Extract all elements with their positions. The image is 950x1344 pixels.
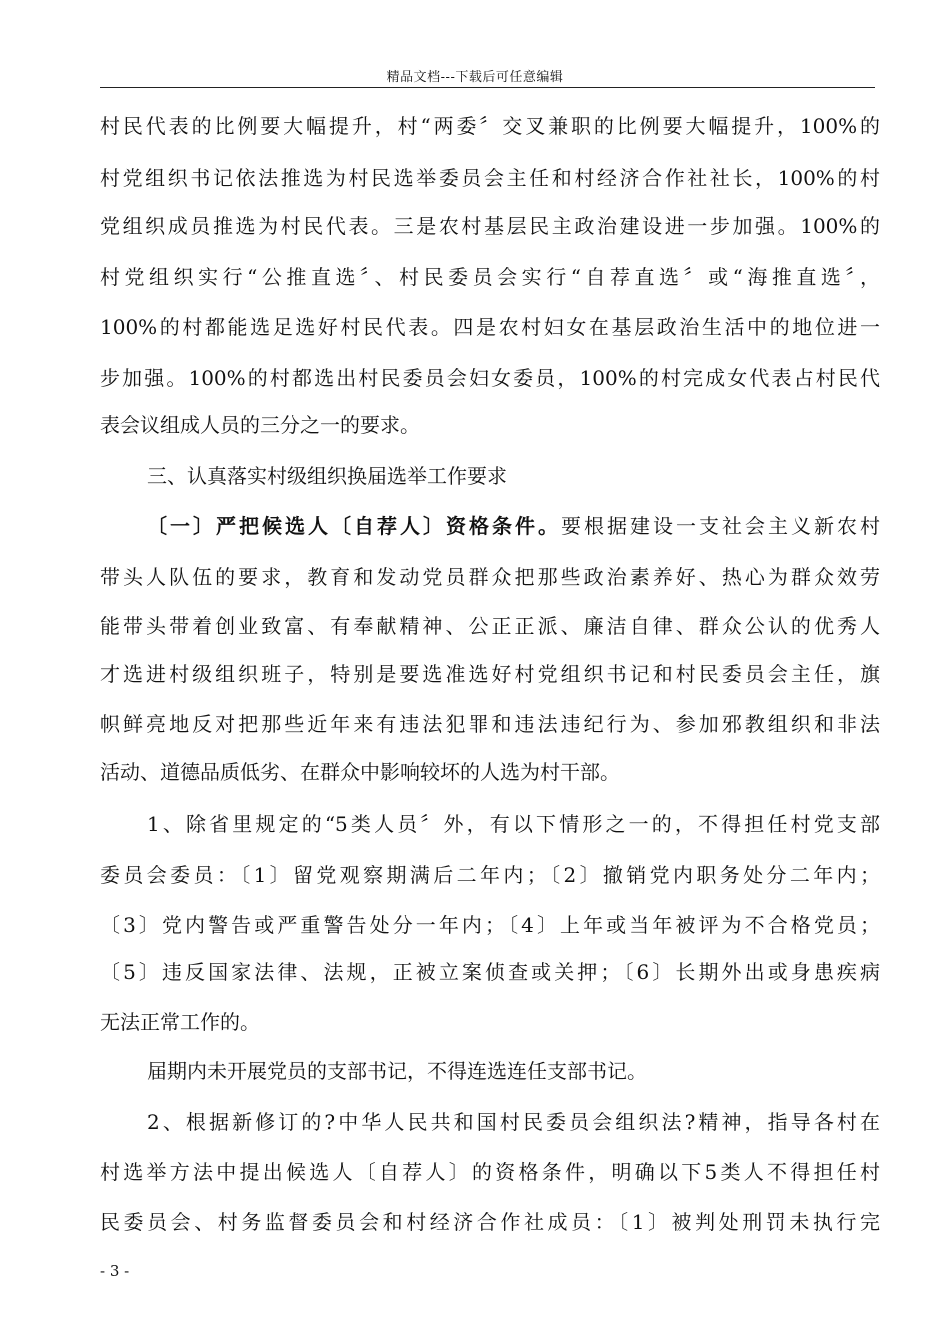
- paragraph-line: 党组织成员推选为村民代表。三是农村基层民主政治建设进一步加强。100%的: [100, 214, 880, 238]
- paragraph-line: 〔5〕违反国家法律、法规，正被立案侦查或关押；〔6〕长期外出或身患疾病: [100, 960, 880, 984]
- paragraph-line: 才选进村级组织班子，特别是要选准选好村党组织书记和村民委员会主任，旗: [100, 662, 880, 686]
- page-header: 精品文档---下载后可任意编辑: [386, 70, 564, 85]
- subsection-title: 〔一〕严把候选人〔自荐人〕资格条件。: [147, 514, 561, 538]
- paragraph-line: 帜鲜亮地反对把那些近年来有违法犯罪和违法违纪行为、参加邪教组织和非法: [100, 712, 880, 736]
- header-divider: [100, 87, 875, 88]
- page-number: - 3 -: [100, 1262, 130, 1280]
- paragraph-line: 2、根据新修订的?中华人民共和国村民委员会组织法?精神，指导各村在: [147, 1110, 880, 1134]
- paragraph-line: 无法正常工作的。: [100, 1010, 260, 1034]
- paragraph-line: 活动、道德品质低劣、在群众中影响较坏的人选为村干部。: [100, 760, 620, 784]
- subsection-line: [147, 512, 880, 540]
- paragraph-line: 委员会委员：〔1〕留党观察期满后二年内；〔2〕撤销党内职务处分二年内；: [100, 863, 880, 887]
- section-heading: 三、认真落实村级组织换届选举工作要求: [147, 464, 507, 488]
- paragraph-line: 100%的村都能选足选好村民代表。四是农村妇女在基层政治生活中的地位进一: [100, 315, 880, 339]
- paragraph-line: 步加强。100%的村都选出村民委员会妇女委员，100%的村完成女代表占村民代: [100, 366, 880, 390]
- paragraph-line: 1、除省里规定的“5类人员〞外，有以下情形之一的，不得担任村党支部: [147, 812, 880, 836]
- paragraph-line: 村选举方法中提出候选人〔自荐人〕的资格条件，明确以下5类人不得担任村: [100, 1160, 880, 1184]
- paragraph-line: 〔3〕党内警告或严重警告处分一年内；〔4〕上年或当年被评为不合格党员；: [100, 913, 880, 937]
- paragraph-line: 村党组织书记依法推选为村民选举委员会主任和村经济合作社社长，100%的村: [100, 166, 880, 190]
- paragraph-line: 能带头带着创业致富、有奉献精神、公正正派、廉洁自律、群众公认的优秀人: [100, 614, 880, 638]
- paragraph-line: 村党组织实行“公推直选〞、村民委员会实行“自荐直选〞或“海推直选〞，: [100, 265, 880, 289]
- paragraph-line: 村民代表的比例要大幅提升，村“两委〞交叉兼职的比例要大幅提升，100%的: [100, 114, 880, 138]
- subsection-text: 要根据建设一支社会主义新农村: [561, 514, 880, 538]
- paragraph-line: 民委员会、村务监督委员会和村经济合作社成员：〔1〕被判处刑罚未执行完: [100, 1210, 880, 1234]
- paragraph-line: 届期内未开展党员的支部书记，不得连选连任支部书记。: [147, 1059, 647, 1083]
- paragraph-line: 带头人队伍的要求，教育和发动党员群众把那些政治素养好、热心为群众效劳: [100, 565, 880, 589]
- paragraph-line: 表会议组成人员的三分之一的要求。: [100, 413, 420, 437]
